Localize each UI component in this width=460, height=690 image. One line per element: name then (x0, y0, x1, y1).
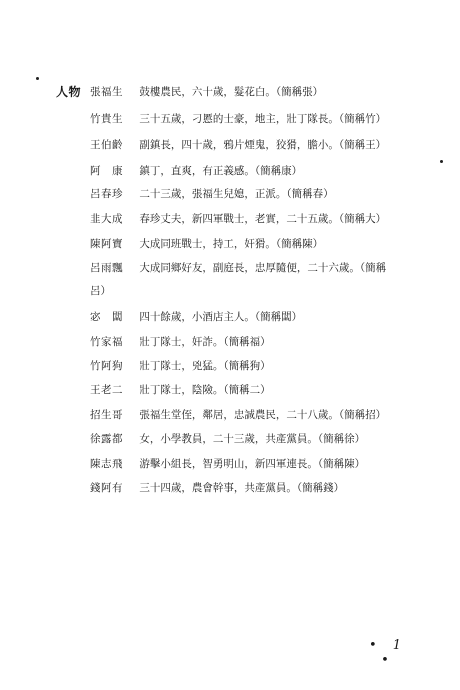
cast-heading: 人物 (56, 85, 82, 99)
cast-row (90, 477, 415, 499)
cast-row (90, 108, 415, 130)
character-name: 竹貴生 (90, 113, 123, 125)
character-description: 壯丁隊士，兇猛。（簡稱狗） (139, 360, 271, 372)
cast-row (90, 453, 415, 475)
character-name: 王伯齡 (90, 139, 123, 151)
character-name: 宓 闆 (90, 311, 123, 323)
character-description: 三十四歲，農會幹事，共產黨員。（簡稱錢） (139, 482, 345, 494)
cast-row (90, 81, 415, 103)
character-description: 鎮丁，直爽，有正義感。（簡稱康） (139, 165, 303, 177)
character-name: 呂春珍 (90, 188, 123, 200)
cast-row (90, 306, 415, 328)
character-name: 錢阿有 (90, 482, 123, 494)
character-description: 春珍丈夫，新四軍戰士，老實，二十五歲。（簡稱大） (139, 213, 387, 225)
cast-row (90, 379, 415, 401)
character-description: 張福生堂侄，鄰居，忠誠農民，二十八歲。（簡稱招） (139, 409, 387, 421)
cast-row (90, 355, 415, 377)
character-name: 陳志飛 (90, 458, 123, 470)
cast-row (90, 331, 415, 353)
character-name: 張福生 (90, 86, 123, 98)
character-name: 陳阿寶 (90, 238, 123, 250)
character-description: 副鎮長，四十歲，鴉片煙鬼，狡猾，膽小。（簡稱王） (139, 139, 387, 151)
margin-dot (36, 77, 39, 80)
character-description: 二十三歲，張福生兒媳，正派。（簡稱春） (139, 188, 334, 200)
cast-row (90, 183, 415, 205)
character-name: 呂雨飄 (90, 262, 123, 274)
character-description: 壯丁隊士，奸詐。（簡稱福） (139, 336, 271, 348)
page-number: • 1 • (368, 638, 408, 668)
character-name: 竹家福 (90, 336, 123, 348)
cast-row (90, 428, 415, 450)
character-name: 阿 康 (90, 165, 123, 177)
character-name: 招生哥 (90, 409, 123, 421)
cast-row (90, 160, 415, 182)
character-description: 壯丁隊士，陰險。（簡稱二） (139, 384, 271, 396)
character-description: 鼓樓農民，六十歲，髮花白。（簡稱張） (139, 86, 324, 98)
character-description: 三十五歲，刁慝的士豪，地主，壯丁隊長。（簡稱竹） (139, 113, 387, 125)
character-description: 大成同鄉好友，副庭長，忠厚隨便，二十六歲。（簡稱 (139, 262, 387, 274)
character-name: 竹阿狗 (90, 360, 123, 372)
cast-row (90, 233, 415, 255)
cast-row (90, 257, 415, 279)
cast-row (90, 134, 415, 156)
cast-row (90, 208, 415, 230)
character-name: 徐露都 (90, 433, 123, 445)
character-description: 游擊小組長，智勇明山，新四軍連長。（簡稱陳） (139, 458, 366, 470)
character-description: 女，小學教員，二十三歲，共產黨員。（簡稱徐） (139, 433, 366, 445)
character-name: 王老二 (90, 384, 123, 396)
cast-row (90, 404, 415, 426)
character-description: 四十餘歲，小酒店主人。（簡稱闆） (139, 311, 303, 323)
character-description: 大成同班戰士，持工，奸猾。（簡稱陳） (139, 238, 324, 250)
margin-dot (440, 160, 443, 163)
character-name: 韭大成 (90, 213, 123, 225)
wrapped-text: 呂） (90, 285, 111, 297)
